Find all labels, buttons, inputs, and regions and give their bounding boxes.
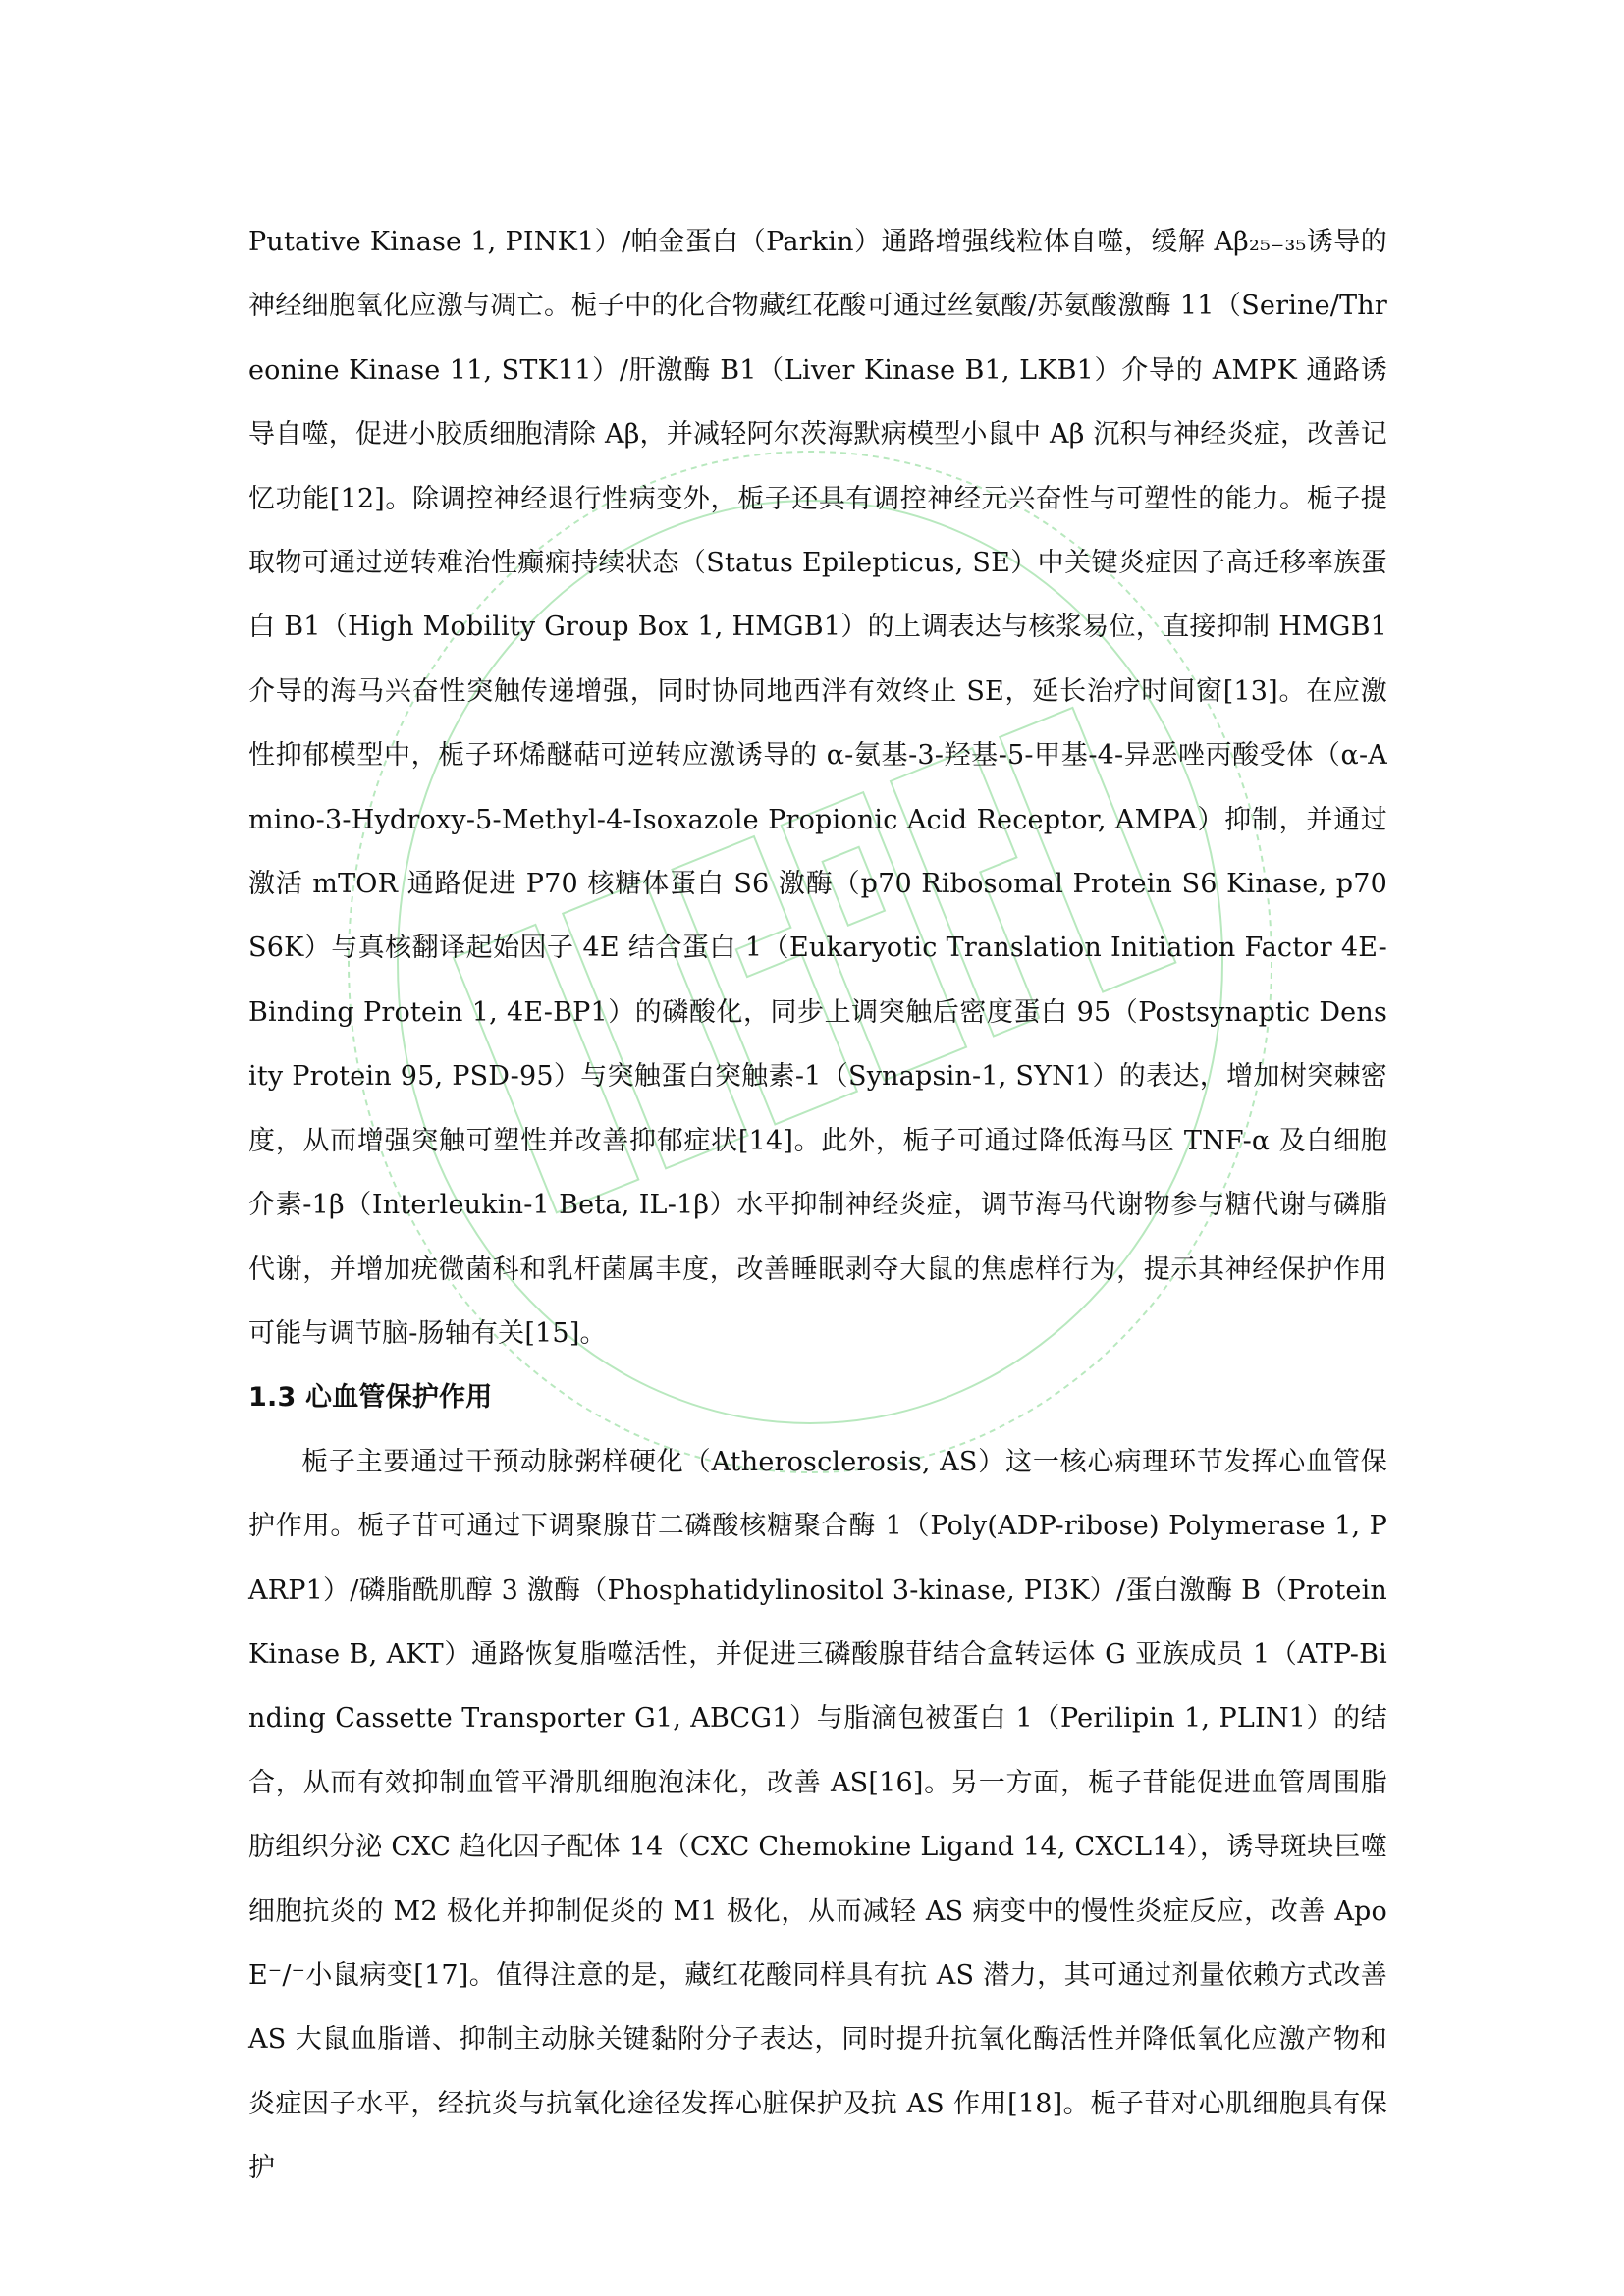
paragraph-neuroprotection: Putative Kinase 1, PINK1）/帕金蛋白（Parkin）通路增强线粒体自噬，缓解 Aβ₂₅₋₃₅诱导的神经细胞氧化应激与凋亡。栀子中的化合物藏红花酸可通过丝氨酸/苏氨酸激酶 11（Serine/Threonine Kinase 11, STK11）/肝激酶 B1（Liver Kinase B1, LKB1）介导的 AMPK 通路诱导自噬，促进小胶质细胞清除 Aβ，并减轻阿尔茨海默病模型小鼠中 Aβ 沉积与神经炎症，改善记忆功能[12]。除调控神经退行性病变外，栀子还具有调控神经元兴奋性与可塑性的能力。栀子提取物可通过逆转难治性癫痫持续状态（Status Epilepticus, SE）中关键炎症因子高迁移率族蛋白 B1（High Mobility Group Box 1, HMGB1）的上调表达与核浆易位，直接抑制 HMGB1 介导的海马兴奋性突触传递增强，同时协同地西泮有效终止 SE，延长治疗时间窗[13]。在应激性抑郁模型中，栀子环烯醚萜可逆转应激诱导的 α-氨基-3-羟基-5-甲基-4-异恶唑丙酸受体（α-Amino-3-Hydroxy-5-Methyl-4-Isoxazole Propionic Acid Receptor, AMPA）抑制，并通过激活 mTOR 通路促进 P70 核糖体蛋白 S6 激酶（p70 Ribosomal Protein S6 Kinase, p70S6K）与真核翻译起始因子 4E 结合蛋白 1（Eukaryotic Translation Initiation Factor 4E-Binding Protein 1, 4E-BP1）的磷酸化，同步上调突触后密度蛋白 95（Postsynaptic Density Protein 95, PSD-95）与突触蛋白突触素-1（Synapsin-1, SYN1）的表达，增加树突棘密度，从而增强突触可塑性并改善抑郁症状[14]。此外，栀子可通过降低海马区 TNF-α 及白细胞介素-1β（Interleukin-1 Beta, IL-1β）水平抑制神经炎症，调节海马代谢物参与糖代谢与磷脂代谢，并增加疣微菌科和乳杆菌属丰度，改善睡眠剥夺大鼠的焦虑样行为，提示其神经保护作用可能与调节脑-肠轴有关[15]。 [248, 227, 1387, 1349]
section-heading-cardiovascular: 1.3 心血管保护作用 [248, 1382, 493, 1414]
article-body [248, 210, 1387, 2201]
paragraph-cardiovascular: 栀子主要通过干预动脉粥样硬化（Atherosclerosis, AS）这一核心病理环节发挥心血管保护作用。栀子苷可通过下调聚腺苷二磷酸核糖聚合酶 1（Poly(ADP-ribose) Polymerase 1, PARP1）/磷脂酰肌醇 3 激酶（Phosphatidylinositol 3-kinase, PI3K）/蛋白激酶 B（Protein Kinase B, AKT）通路恢复脂噬活性，并促进三磷酸腺苷结合盒转运体 G 亚族成员 1（ATP-Binding Cassette Transporter G1, ABCG1）与脂滴包被蛋白 1（Perilipin 1, PLIN1）的结合，从而有效抑制血管平滑肌细胞泡沫化，改善 AS[16]。另一方面，栀子苷能促进血管周围脂肪组织分泌 CXC 趋化因子配体 14（CXC Chemokine Ligand 14, CXCL14），诱导斑块巨噬细胞抗炎的 M2 极化并抑制促炎的 M1 极化，从而减轻 AS 病变中的慢性炎症反应，改善 ApoE⁻/⁻小鼠病变[17]。值得注意的是，藏红花酸同样具有抗 AS 潜力，其可通过剂量依赖方式改善 AS 大鼠血脂谱、抑制主动脉关键黏附分子表达，同时提升抗氧化酶活性并降低氧化应激产物和炎症因子水平，经抗炎与抗氧化途径发挥心脏保护及抗 AS 作用[18]。栀子苷对心肌细胞具有保护 [248, 1446, 1387, 2184]
